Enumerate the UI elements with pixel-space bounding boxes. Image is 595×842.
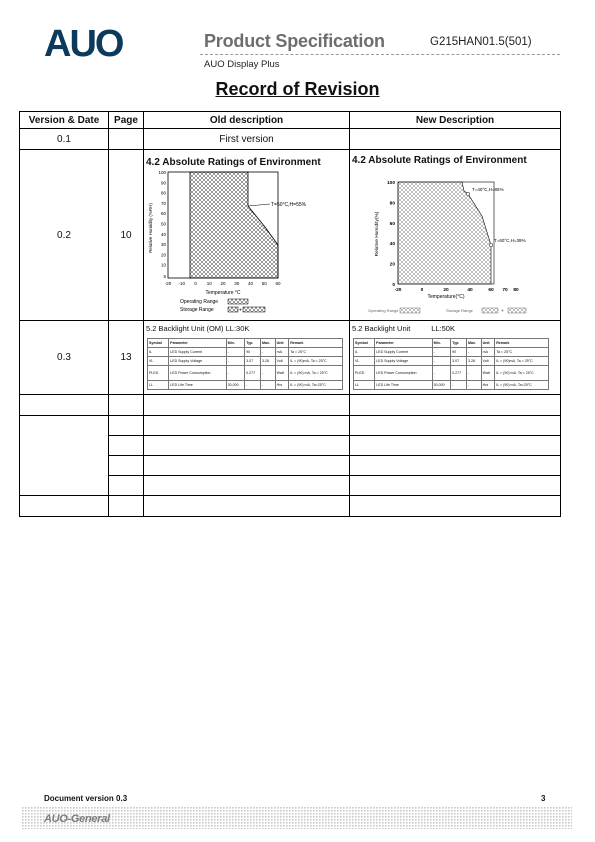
new-backlight-header-cell: Typ. <box>451 339 467 348</box>
old-backlight-header-cell: Parameter <box>169 339 226 348</box>
new-backlight-header-cell: Min. <box>432 339 451 348</box>
old-backlight-cell: IL = (90)mA, Ta = 25°C <box>289 357 343 366</box>
old-y-ticks <box>158 170 166 279</box>
old-backlight-cell: Volt <box>275 357 289 366</box>
new-backlight-cell: LL <box>354 381 375 390</box>
header-new-description: New Description <box>350 112 561 129</box>
new-backlight-cell: - <box>432 357 451 366</box>
document-title: Product Specification <box>204 31 385 51</box>
old-backlight-cell: mA <box>275 348 289 357</box>
old-x-tick-label: 30 <box>234 281 240 286</box>
old-annotation: T=50°C,H=55% <box>271 202 307 208</box>
old-backlight-cell: - <box>226 366 245 381</box>
old-y-tick-label: 60 <box>160 211 166 217</box>
old-backlight-cell: - <box>261 348 276 357</box>
new-backlight-cell: - <box>451 381 467 390</box>
old-legend-storage-swatch-a <box>228 307 238 312</box>
old-description-cell <box>144 321 350 395</box>
old-annotation-leader <box>248 204 270 206</box>
new-description-cell <box>350 150 561 321</box>
new-description-cell <box>350 416 561 436</box>
old-description-cell <box>144 496 350 517</box>
new-annotation-top: T=40°C,H=85% <box>472 187 504 192</box>
new-backlight-cell: LED Supply Voltage <box>375 357 432 366</box>
old-x-axis-label: Temperature °C <box>205 290 241 296</box>
old-backlight-heading: 5.2 Backlight Unit (OM) LL:30K <box>146 324 250 333</box>
old-backlight-cell: 0.277 <box>245 366 261 381</box>
new-backlight-cell: 3.28 <box>467 357 482 366</box>
old-y-tick-label: 80 <box>160 190 166 196</box>
new-description-cell <box>350 496 561 517</box>
old-backlight-cell: LED Life Time <box>169 381 226 390</box>
old-legend-plus: + <box>239 307 242 314</box>
new-annotation-point-low <box>489 243 493 247</box>
header-divider <box>200 54 560 55</box>
new-backlight-cell: 90 <box>451 348 467 357</box>
old-description-cell <box>144 150 350 321</box>
old-x-tick-label: 40 <box>247 281 254 286</box>
new-legend-storage-swatch-b <box>508 308 526 313</box>
old-backlight-header-cell: Max. <box>261 339 276 348</box>
header-old-description: Old description <box>144 112 350 129</box>
new-legend-storage: Storage Range <box>446 308 473 313</box>
new-x-ticks <box>395 287 519 293</box>
new-y-tick-label: 0 <box>392 283 395 288</box>
new-x-tick-label: 20 <box>443 288 449 293</box>
table-row <box>20 129 561 150</box>
old-y-tick-label: 5 <box>163 274 166 279</box>
old-section-heading: 4.2 Absolute Ratings of Environment <box>146 157 321 168</box>
old-legend-storage: Storage Range <box>180 307 214 313</box>
new-x-tick-label: 40 <box>467 288 473 293</box>
new-y-tick-label: 60 <box>389 221 395 227</box>
version-cell <box>20 496 109 517</box>
header-page: Page <box>109 112 144 129</box>
version-cell: 0.1 <box>20 129 109 150</box>
header-version-date: Version & Date <box>20 112 109 129</box>
new-backlight-cell: - <box>467 348 482 357</box>
new-operating-region <box>398 182 491 284</box>
new-backlight-cell: - <box>432 348 451 357</box>
old-backlight-header-row <box>148 339 343 348</box>
old-description-cell <box>144 416 350 436</box>
revision-table <box>19 111 561 517</box>
page-cell <box>109 416 144 436</box>
new-backlight-cell: Hrs <box>481 381 495 390</box>
new-description-cell <box>350 436 561 456</box>
new-y-tick-label: 100 <box>386 181 395 186</box>
version-cell: 0.2 <box>20 150 109 321</box>
model-number: G215HAN01.5(501) <box>430 36 532 48</box>
new-x-tick-label: 60 <box>488 288 494 293</box>
old-x-tick-label: 10 <box>206 281 212 286</box>
new-annotation-low: T=60°C,H=39% <box>494 238 526 243</box>
old-backlight-row <box>148 348 343 357</box>
old-backlight-cell: PLED <box>148 366 169 381</box>
old-backlight-cell: - <box>245 381 261 390</box>
old-backlight-cell: - <box>226 357 245 366</box>
old-backlight-cell: - <box>261 381 276 390</box>
page-number: 3 <box>541 794 546 803</box>
new-backlight-header-cell: Unit <box>481 339 495 348</box>
new-backlight-cell: - <box>432 366 451 381</box>
new-description-cell <box>350 129 561 150</box>
old-backlight-cell: LED Supply Voltage <box>169 357 226 366</box>
table-row <box>20 496 561 517</box>
new-y-axis-label: Relative Humidity(%) <box>375 211 380 257</box>
old-backlight-cell: - <box>226 348 245 357</box>
new-backlight-cell: - <box>467 366 482 381</box>
old-backlight-header-cell: Symbol <box>148 339 169 348</box>
new-backlight-cell: Volt <box>481 357 495 366</box>
old-backlight-cell: 30,000 <box>226 381 245 390</box>
new-y-tick-label: 20 <box>389 262 395 268</box>
old-x-tick-label: 0 <box>194 281 197 286</box>
new-legend-operating: Operating Range <box>368 308 399 313</box>
new-description-cell <box>350 395 561 416</box>
old-x-tick-label: 20 <box>220 281 226 286</box>
old-backlight-cell: VL <box>148 357 169 366</box>
new-backlight-cell: VL <box>354 357 375 366</box>
new-environment-chart <box>350 166 555 316</box>
old-backlight-cell: 3.28 <box>261 357 276 366</box>
new-backlight-header-row <box>354 339 549 348</box>
new-backlight-cell: LED Power Consumption <box>375 366 432 381</box>
new-backlight-cell: 50,000 <box>432 381 451 390</box>
new-backlight-cell: - <box>467 381 482 390</box>
old-legend-storage-swatch-b <box>243 307 265 312</box>
old-operating-region <box>190 172 278 278</box>
old-backlight-cell: IL = (90) mA, Ta=25°C <box>289 381 343 390</box>
new-backlight-cell: mA <box>481 348 495 357</box>
old-backlight-row <box>148 366 343 381</box>
page-cell <box>109 456 144 476</box>
old-y-tick-label: 30 <box>160 242 166 248</box>
footer-logo: AUO-General <box>44 813 110 825</box>
page-cell <box>109 395 144 416</box>
new-y-tick-label: 40 <box>389 242 395 248</box>
old-y-tick-label: 20 <box>160 252 166 258</box>
new-x-tick-label: 0 <box>420 288 424 293</box>
old-legend-operating-swatch <box>228 299 248 304</box>
old-y-tick-label: 70 <box>160 200 166 206</box>
old-backlight-cell: LED Power Consumption <box>169 366 226 381</box>
old-backlight-cell: Hrs <box>275 381 289 390</box>
old-backlight-cell: - <box>261 366 276 381</box>
old-backlight-row <box>148 381 343 390</box>
new-backlight-cell: Watt <box>481 366 495 381</box>
new-description-cell <box>350 456 561 476</box>
new-section-heading: 4.2 Absolute Ratings of Environment <box>352 155 527 166</box>
new-x-tick-label: 70 <box>502 288 508 293</box>
old-backlight-header-cell: Min. <box>226 339 245 348</box>
version-cell <box>20 395 109 416</box>
table-header-row <box>20 112 561 129</box>
old-backlight-cell: Watt <box>275 366 289 381</box>
old-backlight-cell: LED Supply Current <box>169 348 226 357</box>
page-cell: 10 <box>109 150 144 321</box>
new-backlight-row <box>354 357 549 366</box>
old-description-cell <box>144 456 350 476</box>
old-y-tick-label: 100 <box>158 170 166 175</box>
new-backlight-table <box>353 338 549 390</box>
new-backlight-cell: LED Life Time <box>375 381 432 390</box>
new-legend-operating-swatch <box>400 308 420 313</box>
old-description-cell <box>144 436 350 456</box>
new-description-cell <box>350 476 561 496</box>
page-cell <box>109 476 144 496</box>
old-description-cell <box>144 395 350 416</box>
version-cell: 0.3 <box>20 321 109 395</box>
page-cell: 13 <box>109 321 144 395</box>
old-description-cell <box>144 476 350 496</box>
table-row <box>20 321 561 395</box>
table-row <box>20 395 561 416</box>
new-backlight-cell: LED Supply Current <box>375 348 432 357</box>
new-backlight-cell: 0.277 <box>451 366 467 381</box>
old-y-axis-label: Relative Humidity (%RH) <box>148 203 153 253</box>
old-backlight-cell: 3.07 <box>245 357 261 366</box>
old-backlight-header-cell: Typ. <box>245 339 261 348</box>
new-backlight-cell: IL = (90) mA, Ta=25°C <box>495 381 549 390</box>
old-backlight-header-cell: Unit <box>275 339 289 348</box>
page-heading-text: Record of Revision <box>215 79 380 99</box>
old-backlight-cell: Ta = 25°C <box>289 348 343 357</box>
old-x-tick-label: -10 <box>178 281 186 286</box>
new-backlight-header-cell: Max. <box>467 339 482 348</box>
table-row <box>20 416 561 436</box>
old-description-cell: First version <box>144 129 350 150</box>
old-backlight-cell: IL <box>148 348 169 357</box>
old-backlight-row <box>148 357 343 366</box>
new-y-tick-label: 80 <box>389 201 395 207</box>
new-x-tick-label: -20 <box>394 288 402 293</box>
new-backlight-row <box>354 366 549 381</box>
old-x-tick-label: -20 <box>164 281 172 286</box>
table-row <box>20 150 561 321</box>
version-cell <box>20 416 109 496</box>
old-y-tick-label: 90 <box>160 180 166 186</box>
new-backlight-header-cell: Symbol <box>354 339 375 348</box>
page-cell <box>109 436 144 456</box>
document-version: Document version 0.3 <box>44 794 128 803</box>
logo-text: AUO <box>44 26 123 60</box>
new-backlight-row <box>354 348 549 357</box>
new-backlight-cell: 3.07 <box>451 357 467 366</box>
new-backlight-cell: Ta = 25°C <box>495 348 549 357</box>
new-y-ticks <box>387 180 395 288</box>
new-backlight-cell: PLED <box>354 366 375 381</box>
old-y-tick-label: 50 <box>160 221 166 227</box>
old-backlight-header-cell: Remark <box>289 339 343 348</box>
new-description-cell <box>350 321 561 395</box>
page-heading <box>0 79 595 100</box>
new-backlight-cell: IL <box>354 348 375 357</box>
old-x-tick-label: 60 <box>275 281 281 286</box>
new-backlight-header-cell: Parameter <box>375 339 432 348</box>
new-backlight-heading: 5.2 Backlight Unit LL:50K <box>352 324 455 333</box>
old-environment-chart <box>144 168 344 316</box>
company-subtitle: AUO Display Plus <box>204 59 280 70</box>
new-x-axis-label: Temperature(°C) <box>427 294 465 300</box>
new-legend-storage-swatch-a <box>482 308 498 313</box>
old-backlight-cell: LL <box>148 381 169 390</box>
page-cell <box>109 129 144 150</box>
old-x-ticks <box>165 281 281 286</box>
page-cell <box>109 496 144 517</box>
new-backlight-row <box>354 381 549 390</box>
new-x-tick-label: 80 <box>513 288 519 293</box>
auo-logo <box>44 26 136 60</box>
new-backlight-cell: IL = (90)mA, Ta = 25°C <box>495 357 549 366</box>
old-backlight-cell: 90 <box>245 348 261 357</box>
old-legend-operating: Operating Range <box>180 299 219 305</box>
new-legend-plus: + <box>501 308 504 315</box>
new-annotation-point-top <box>466 192 470 196</box>
old-y-tick-label: 10 <box>160 262 166 268</box>
old-backlight-cell: IL = (90) mA, Ta = 25°C <box>289 366 343 381</box>
old-backlight-table <box>147 338 343 390</box>
new-backlight-header-cell: Remark <box>495 339 549 348</box>
new-backlight-cell: IL = (90) mA, Ta = 25°C <box>495 366 549 381</box>
old-x-tick-label: 50 <box>261 281 267 286</box>
old-y-tick-label: 40 <box>160 231 166 237</box>
